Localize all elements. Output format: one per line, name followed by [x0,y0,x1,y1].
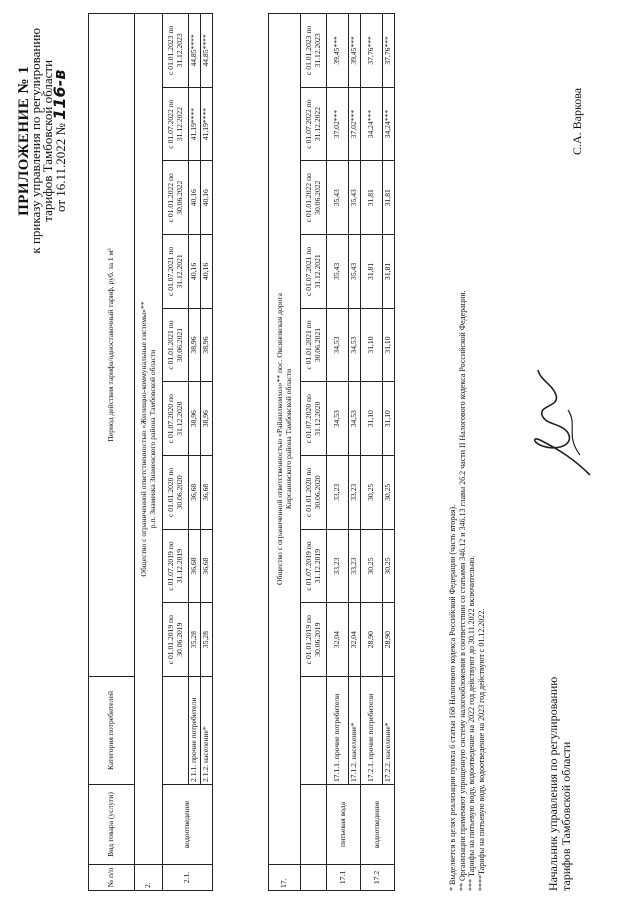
col-num-header: № п/п [89,865,135,891]
period-header: с 01.01.2021 по 30.06.2021 [163,308,189,382]
tariff-value: 30,25 [361,456,383,530]
tariff-value: 31,81 [361,235,383,309]
tariff-value: 31,81 [383,235,395,309]
period-header: с 01.07.2019 по 31.12.2019 [301,529,327,603]
org-line-2: Кирсановского района Тамбовской области [283,368,293,510]
tariff-value: 33,23 [327,529,349,603]
tariff-value: 38,96 [189,382,201,456]
period-header: с 01.01.2022 по 30.06.2022 [301,161,327,235]
organization-name [269,14,301,865]
signatory-position [547,677,573,891]
tariff-value: 32,04 [349,603,361,677]
tariff-value: 40,16 [189,161,201,235]
header-line-3: тарифов Тамбовской области [40,59,55,222]
tariff-table-1 [88,13,213,891]
tariff-value: 44,85**** [201,14,213,88]
tariff-row [189,14,201,891]
footnote: * Выделяется в целях реализации пункта 6 статьи 168 Налогового кодекса Российской Федерации (часть вторая). [448,504,457,891]
tariff-value: 39,45*** [349,14,361,88]
tariff-value: 28,90 [361,603,383,677]
org-line-2: р.п. Знаменка Знаменского района Тамбовской области [147,349,157,529]
position-line-1: Начальник управления по регулированию [546,676,560,891]
category-label: 17.2.2. население* [383,677,395,785]
tariff-value: 33,23 [349,529,361,603]
period-header: с 01.07.2019 по 31.12.2019 [163,529,189,603]
col-type-header: Вид товара (услуги) [89,785,135,865]
tariff-row [361,14,383,891]
tariff-value: 34,53 [327,382,349,456]
tariff-value: 30,25 [383,529,395,603]
period-header: с 01.07.2020 по 31.12.2020 [163,382,189,456]
document-header [18,28,67,254]
appendix-title: ПРИЛОЖЕНИЕ № 1 [16,65,32,216]
tariff-value: 34,53 [349,308,361,382]
organization-name [135,14,163,865]
tariff-value: 35,43 [327,235,349,309]
tariff-value: 40,16 [201,235,213,309]
tariff-value: 28,90 [383,603,395,677]
tariff-value: 41,19**** [189,87,201,161]
service-name: водоотведение [163,785,213,865]
group-number: 17.2 [361,865,395,891]
footnotes [448,11,486,891]
footnote: ****Тарифы на питьевую воду, водоотведение на 2023 год действуют с 01.12.2022. [476,608,486,891]
tariff-value: 35,28 [201,603,213,677]
empty-cell [301,677,327,785]
category-label: 2.1.1. прочие потребители [189,677,201,785]
period-header: с 01.07.2021 по 31.12.2021 [301,235,327,309]
tariff-row [201,14,213,891]
tariff-value: 37,76*** [361,14,383,88]
category-label: 17.2.1. прочие потребители [361,677,383,785]
tariff-value: 31,81 [361,161,383,235]
category-label: 17.1.1. прочие потребители [327,677,349,785]
tariff-value: 33,23 [349,456,361,530]
service-name: водоотведение [361,785,395,865]
tariff-value: 38,96 [201,308,213,382]
section-number: 17. [269,865,301,891]
tariff-value: 35,28 [189,603,201,677]
order-number: 116-в [50,69,69,120]
period-header-row [163,14,189,891]
period-header: с 01.01.2021 по 30.06.2021 [301,308,327,382]
period-header: с 01.01.2023 по 31.12.2023 [301,14,327,88]
tariff-value: 40,16 [189,235,201,309]
tariff-row [383,14,395,891]
service-name: питьевая вода [327,785,361,865]
period-header-row [301,14,327,891]
tariff-value: 31,81 [383,161,395,235]
tariff-value: 38,96 [189,308,201,382]
tariff-value: 36,68 [201,456,213,530]
tariff-value: 37,02*** [327,87,349,161]
empty-cell [301,865,327,891]
tariff-value: 35,43 [327,161,349,235]
category-label: 17.1.2. население* [349,677,361,785]
tariff-value: 36,68 [201,529,213,603]
footnote: *** Тарифы на питьевую воду, водоотведение на 2022 год действуют до 30.11.2022 включительно. [467,555,476,891]
tariff-value: 44,85**** [189,14,201,88]
col-category-header: Категория потребителей [89,677,135,785]
position-line-2: тарифов Тамбовской области [559,741,573,891]
tariff-value: 34,24*** [383,87,395,161]
empty-cell [301,785,327,865]
period-header: с 01.01.2020 по 30.06.2020 [163,456,189,530]
period-header: с 01.07.2021 по 31.12.2021 [163,235,189,309]
footnote: ** Организации применяют упрощенную систему налогообложения в соответствии со статьями 346.12 и 346.13 главы 26.2 части II Налогового кодекса Российской Федерации. [457,290,467,891]
period-header: с 01.01.2019 по 30.06.2019 [163,603,189,677]
handwritten-signature [520,355,600,485]
period-header: с 01.01.2023 по 31.12.2023 [163,14,189,88]
tariff-value: 32,04 [327,603,349,677]
tariff-value: 35,43 [349,235,361,309]
org-line-1: Общество с ограниченной ответственностью «Жилищно-коммунальные системы»** [139,301,149,577]
tariff-value: 37,02*** [349,87,361,161]
tariff-value: 38,96 [201,382,213,456]
tariff-value: 30,25 [361,529,383,603]
section-number: 2. [135,865,163,891]
empty-cell [163,677,189,785]
order-date: от 16.11.2022 № [53,123,68,212]
tariff-value: 41,19**** [201,87,213,161]
period-header: с 01.01.2019 по 30.06.2019 [301,603,327,677]
header-line-2: к приказу управления по регулированию [28,28,43,254]
tariff-row [327,14,349,891]
tariff-value: 31,10 [361,382,383,456]
group-number: 17.1 [327,865,361,891]
tariff-value: 34,53 [327,308,349,382]
tariff-value: 33,23 [327,456,349,530]
tariff-value: 30,25 [383,456,395,530]
period-header: с 01.07.2022 по 31.12.2022 [301,87,327,161]
tariff-value: 31,10 [383,308,395,382]
period-header: с 01.01.2022 по 30.06.2022 [163,161,189,235]
tariff-table-2 [268,13,395,891]
tariff-value: 39,45*** [327,14,349,88]
tariff-value: 37,76*** [383,14,395,88]
period-header: с 01.07.2020 по 31.12.2020 [301,382,327,456]
tariff-row [349,14,361,891]
org-line-1: Общество с ограниченной ответственностью «Райжилкомхоз»** пос. Овсяновская дорога [275,293,285,585]
tariff-value: 34,24*** [361,87,383,161]
tariff-value: 36,68 [189,456,201,530]
tariff-value: 36,68 [189,529,201,603]
col-period-header: Период действия тарифа/одноставочный тариф, руб. за 1 м³ [89,14,135,677]
header-line-4 [50,28,69,254]
tariff-value: 40,16 [201,161,213,235]
period-header: с 01.01.2020 по 30.06.2020 [301,456,327,530]
period-header: с 01.07.2022 по 31.12.2022 [163,87,189,161]
tariff-value: 34,53 [349,382,361,456]
tariff-value: 31,10 [361,308,383,382]
tariff-value: 35,43 [349,161,361,235]
signatory-name: С.А. Варкова [570,87,584,155]
subsection-number: 2.1. [163,865,213,891]
category-label: 2.1.2. население* [201,677,213,785]
tariff-value: 31,10 [383,382,395,456]
